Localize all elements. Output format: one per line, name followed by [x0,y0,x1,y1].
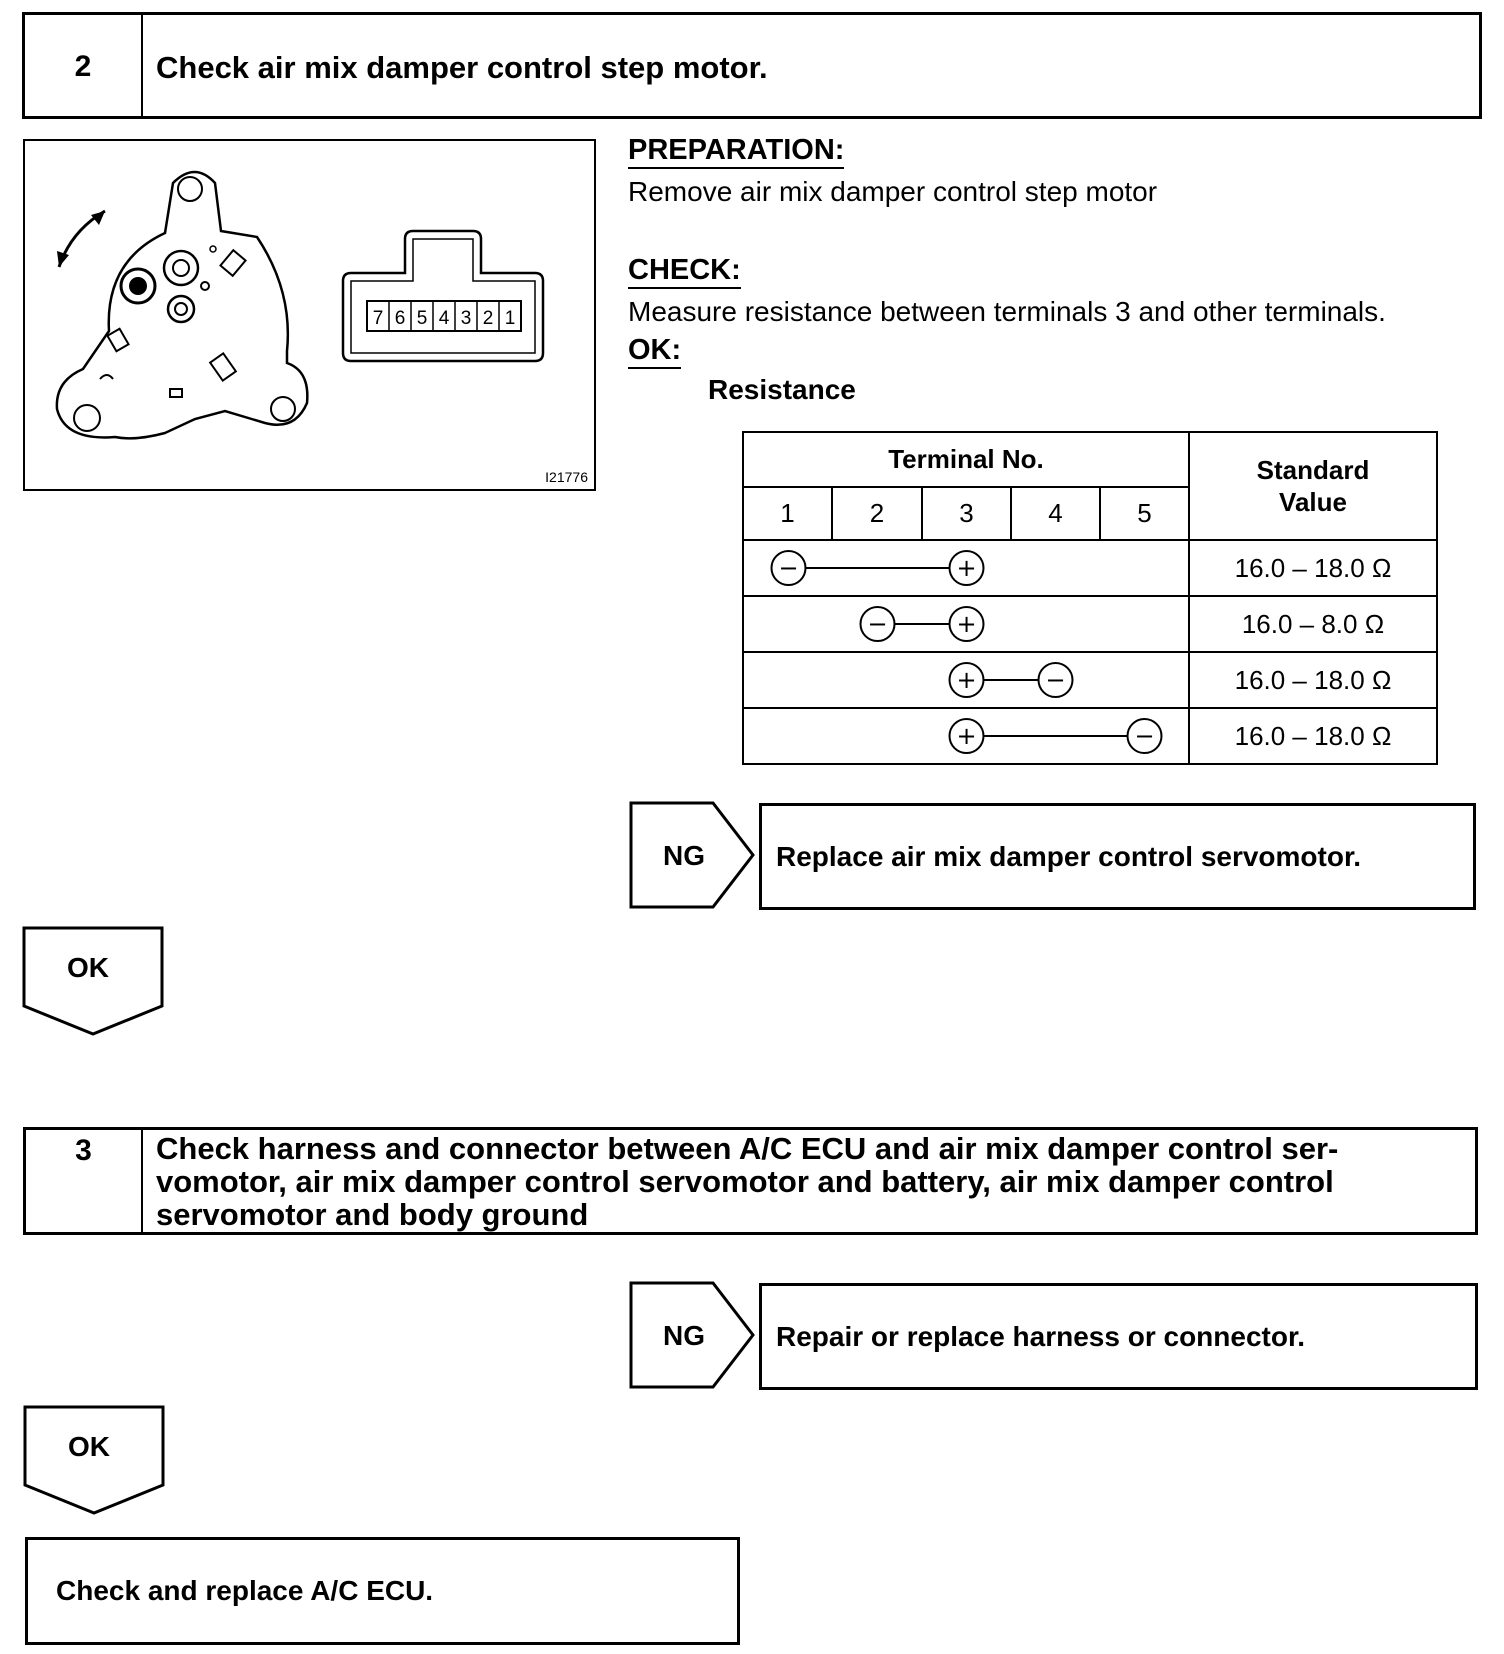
probe-sign: + [956,722,977,750]
probe-sign: − [1045,666,1066,694]
step-3-header [23,1127,1478,1235]
terminal-no-header: Terminal No. [743,432,1189,487]
standard-value-header-line1: Standard [1256,455,1370,485]
probe-sign: + [956,610,977,638]
step-3-title [156,1132,1338,1231]
connector-pin-number: 5 [416,308,428,329]
terminal-header-5: 5 [1100,487,1189,540]
probe-connection [744,597,1189,651]
step-3-title-line1: Check harness and connector between A/C ECU and air mix damper control ser- [156,1131,1339,1166]
table-row [743,708,1437,764]
connector-pin-number: 1 [504,308,516,329]
ok-2-label: OK [68,1431,110,1462]
probe-sign: − [1134,722,1155,750]
check-text: Measure resistance between terminals 3 and other terminals. [628,296,1386,327]
terminal-header-3: 3 [922,487,1011,540]
probe-sign: − [867,610,888,638]
table-row [743,652,1437,708]
table-row [743,540,1437,596]
standard-value-header-line2: Value [1279,487,1347,517]
probe-sign: + [956,554,977,582]
probe-cell [743,708,1189,764]
step-2-number: 2 [25,15,143,116]
step-2-header [22,12,1482,119]
connector-pin-number: 3 [460,308,472,329]
probe-connection [744,541,1189,595]
probe-connection [744,653,1189,707]
standard-value-cell: 16.0 – 18.0 Ω [1189,540,1437,596]
connector-pin-number: 2 [482,308,494,329]
step-motor-figure [23,139,596,491]
step-3-title-line2: vomotor, air mix damper control servomotor and battery, air mix damper control [156,1164,1334,1199]
ng-2-label: NG [663,1320,705,1351]
step-2-title: Check air mix damper control step motor. [156,50,768,85]
probe-cell [743,652,1189,708]
connector-pin-number: 6 [394,308,406,329]
resistance-table [742,431,1438,765]
probe-sign: − [778,554,799,582]
figure-code: I21776 [545,469,588,485]
standard-value-cell: 16.0 – 8.0 Ω [1189,596,1437,652]
ng-1-label: NG [663,840,705,871]
step-motor-drawing [25,141,594,489]
connector-pin-number: 7 [372,308,384,329]
terminal-header-2: 2 [832,487,922,540]
ok-1-label: OK [67,952,109,983]
preparation-text: Remove air mix damper control step motor [628,176,1158,207]
preparation-heading: PREPARATION: [628,134,844,169]
probe-cell [743,540,1189,596]
resistance-heading: Resistance [708,374,856,405]
step-3-number: 3 [26,1130,143,1232]
ng-1-action-text: Replace air mix damper control servomotor. [776,840,1362,872]
final-action-text: Check and replace A/C ECU. [56,1575,434,1606]
standard-value-cell: 16.0 – 18.0 Ω [1189,652,1437,708]
ng-1-action-box [759,803,1476,910]
final-action-box [25,1537,740,1645]
probe-sign: + [956,666,977,694]
probe-cell [743,596,1189,652]
terminal-header-4: 4 [1011,487,1100,540]
probe-connection [744,709,1189,763]
ok-heading: OK: [628,334,681,369]
ng-2-action-box [759,1283,1478,1390]
step-3-title-line3: servomotor and body ground [156,1197,589,1232]
standard-value-cell: 16.0 – 18.0 Ω [1189,708,1437,764]
ng-2-action-text: Repair or replace harness or connector. [776,1320,1306,1352]
terminal-header-1: 1 [743,487,832,540]
connector-pin-number: 4 [438,308,450,329]
check-heading: CHECK: [628,254,741,289]
table-row [743,596,1437,652]
standard-value-header [1189,432,1437,540]
